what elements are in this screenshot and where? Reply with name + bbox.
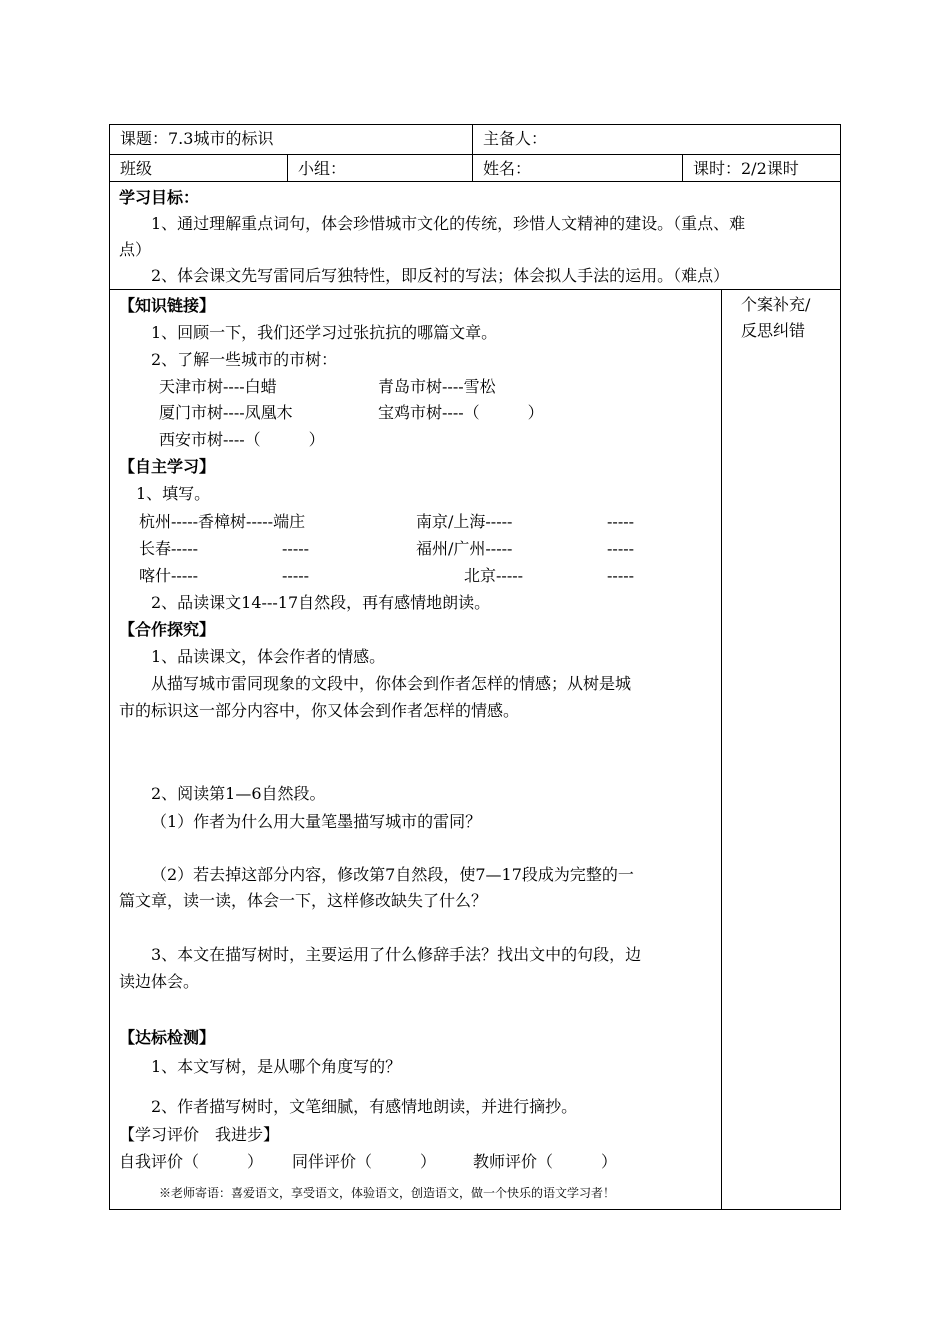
- main-content: [110, 290, 722, 1209]
- coop-q2-1: （1）作者为什么用大量笔墨描写城市的雷同？: [151, 812, 482, 831]
- fill-fuzhou: 福州/广州-----: [416, 539, 513, 558]
- city-tree-qingdao: 青岛市树----雪松: [378, 377, 496, 396]
- header-row-1: [110, 125, 840, 155]
- goal-1-line-1: 1、通过理解重点词句，体会珍惜城市文化的传统，珍惜人文精神的建设。（重点、难: [151, 214, 746, 233]
- coop-title: 【合作探究】: [119, 620, 216, 639]
- side-label-line-2: 反思纠错: [741, 321, 806, 340]
- fill-hangzhou: 杭州-----香樟树-----端庄: [139, 512, 306, 531]
- name-cell: [473, 155, 683, 181]
- teacher-message: ※老师寄语：喜爱语文，享受语文，体验语文，创造语文，做一个快乐的语文学习者！: [159, 1186, 616, 1200]
- coop-q3-line-1: 3、本文在描写树时，主要运用了什么修辞手法？找出文中的句段，边: [151, 945, 642, 964]
- city-tree-xian: 西安市树----（ ）: [159, 430, 325, 449]
- fill-kashi-blank: -----: [282, 566, 310, 585]
- goal-1-line-2: 点）: [119, 240, 152, 259]
- class-label: 班级: [120, 159, 153, 178]
- coop-q1: 1、品读课文，体会作者的情感。: [151, 647, 386, 666]
- preparer-cell: [473, 125, 841, 154]
- side-column: [721, 290, 840, 1209]
- test-title: 【达标检测】: [119, 1028, 216, 1047]
- coop-q1-line-2: 市的标识这一部分内容中，你又体会到作者怎样的情感。: [119, 701, 520, 720]
- fill-fuzhou-blank: -----: [607, 539, 635, 558]
- self-study-title: 【自主学习】: [119, 457, 216, 476]
- group-cell: [288, 155, 473, 181]
- preparer-label: 主备人：: [483, 129, 548, 148]
- coop-q2-2-line-1: （2）若去掉这部分内容，修改第7自然段，使7—17段成为完整的一: [151, 865, 634, 884]
- knowledge-title: 【知识链接】: [119, 296, 216, 315]
- group-label: 小组：: [298, 159, 347, 178]
- goal-2: 2、体会课文先写雷同后写独特性，即反衬的写法；体会拟人手法的运用。（难点）: [151, 266, 730, 285]
- name-label: 姓名：: [483, 159, 532, 178]
- self-study-q2: 2、品读课文14---17自然段，再有感情地朗读。: [151, 593, 491, 612]
- self-evaluation: 自我评价（ ）: [119, 1152, 264, 1171]
- fill-beijing-blank: -----: [607, 566, 635, 585]
- city-tree-xiamen: 厦门市树----凤凰木: [159, 403, 293, 422]
- goals-row: [110, 182, 840, 290]
- coop-q1-line-1: 从描写城市雷同现象的文段中，你体会到作者怎样的情感；从树是城: [151, 674, 632, 693]
- coop-q2: 2、阅读第1—6自然段。: [151, 784, 326, 803]
- fill-changchun: 长春-----: [139, 539, 199, 558]
- fill-nanjing-blank: -----: [607, 512, 635, 531]
- city-tree-baoji: 宝鸡市树----（ ）: [378, 403, 544, 422]
- period-cell: [683, 155, 841, 181]
- lesson-plan-table: [109, 124, 841, 1210]
- test-q2: 2、作者描写树时，文笔细腻，有感情地朗读，并进行摘抄。: [151, 1097, 578, 1116]
- class-cell: [110, 155, 288, 181]
- teacher-evaluation: 教师评价（ ）: [473, 1152, 618, 1171]
- topic-label: 课题：7.3城市的标识: [120, 129, 274, 148]
- fill-kashi: 喀什-----: [139, 566, 199, 585]
- fill-changchun-blank: -----: [282, 539, 310, 558]
- test-q1: 1、本文写树，是从哪个角度写的？: [151, 1057, 402, 1076]
- knowledge-q2: 2、了解一些城市的市树：: [151, 350, 338, 369]
- peer-evaluation: 同伴评价（ ）: [292, 1152, 437, 1171]
- self-study-q1: 1、填写。: [136, 484, 211, 503]
- fill-nanjing: 南京/上海-----: [416, 512, 513, 531]
- knowledge-q1: 1、回顾一下，我们还学习过张抗抗的哪篇文章。: [151, 323, 498, 342]
- goals-title: 学习目标：: [119, 188, 200, 207]
- period-label: 课时：2/2课时: [693, 159, 799, 178]
- side-label-line-1: 个案补充/: [741, 295, 811, 314]
- evaluation-title: 【学习评价 我进步】: [119, 1125, 280, 1144]
- coop-q3-line-2: 读边体会。: [119, 972, 200, 991]
- topic-cell: [110, 125, 473, 154]
- city-tree-tianjin: 天津市树----白蜡: [159, 377, 277, 396]
- fill-beijing: 北京-----: [464, 566, 524, 585]
- header-row-2: [110, 155, 840, 182]
- coop-q2-2-line-2: 篇文章，读一读，体会一下，这样修改缺失了什么？: [119, 891, 488, 910]
